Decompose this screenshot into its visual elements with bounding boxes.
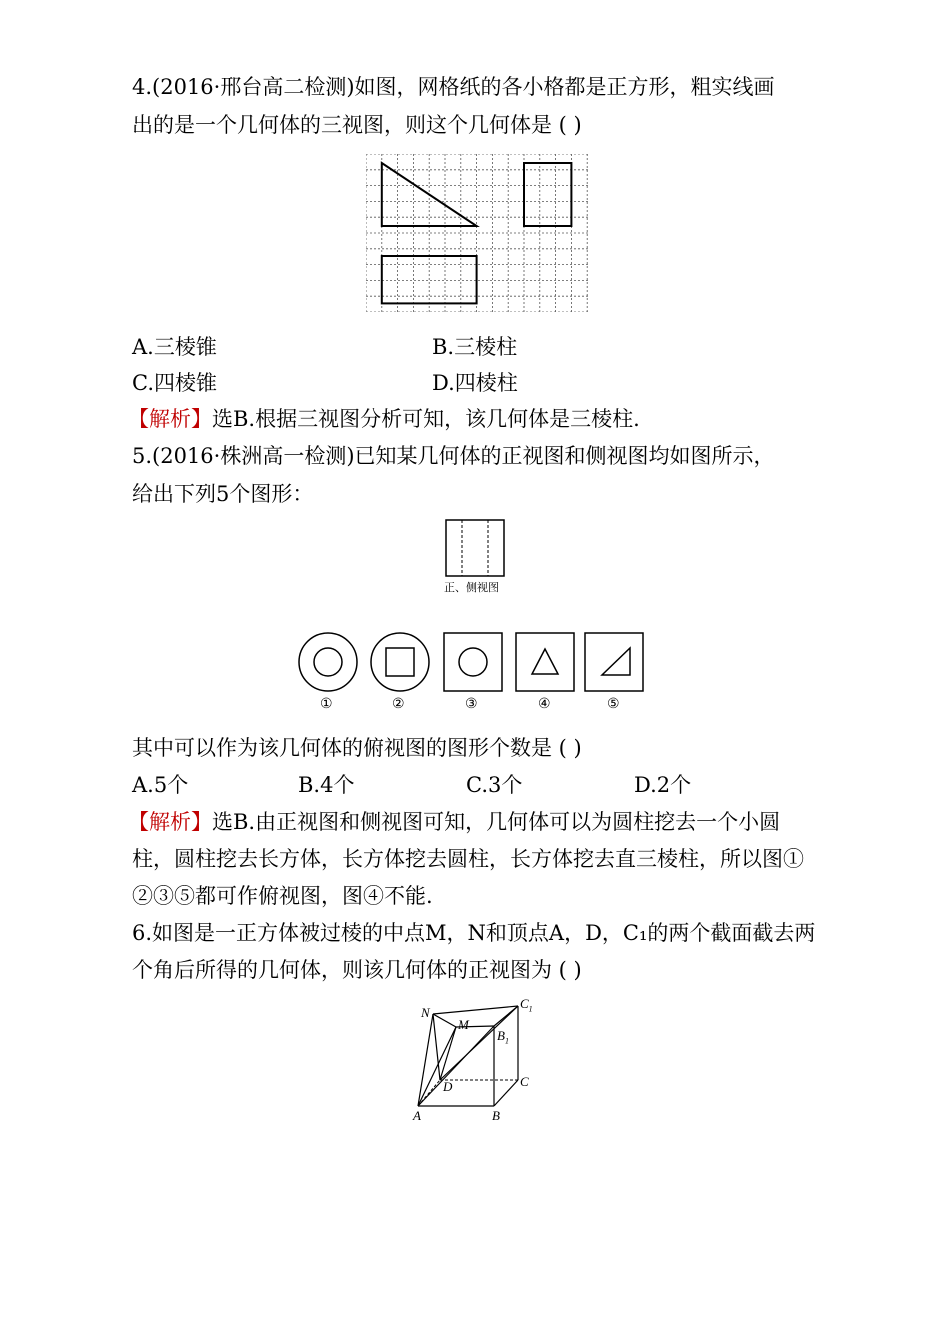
label-b1: $B_1$ — [497, 1028, 509, 1046]
q5-front-side-view-figure — [440, 518, 510, 578]
q5-option-d: D.2个 — [634, 773, 692, 797]
q5-analysis-line-3: ②③⑤都可作俯视图，图④不能. — [132, 884, 433, 908]
q4-option-d: D.四棱柱 — [432, 371, 518, 395]
label-m: M — [458, 1017, 469, 1032]
analysis-tag: 【解析】 — [128, 407, 212, 431]
q4-option-c: C.四棱锥 — [132, 371, 217, 395]
label-c1: $C_1$ — [520, 996, 533, 1014]
side-view-square — [524, 163, 571, 226]
label-n: N — [421, 1005, 430, 1020]
analysis-text: 选B.根据三视图分析可知，该几何体是三棱柱. — [212, 407, 640, 431]
q5-view-caption: 正、侧视图 — [444, 581, 499, 594]
analysis-text: 选B.由正视图和侧视图可知，几何体可以为圆柱挖去一个小圆 — [212, 810, 781, 834]
q5-shape-label-5: ⑤ — [607, 696, 620, 712]
label-d: D — [443, 1079, 453, 1094]
shape-4-triangle-in-square — [516, 633, 574, 691]
q5-option-b: B.4个 — [298, 773, 355, 797]
q5-shape-label-4: ④ — [538, 696, 551, 712]
q4-three-view-grid-figure — [366, 154, 588, 312]
q4-line-2: 出的是一个几何体的三视图，则这个几何体是 ( ) — [132, 113, 582, 137]
q5-line-1: 5.(2016·株洲高一检测)已知某几何体的正视图和侧视图均如图所示， — [132, 444, 775, 468]
q5-option-c: C.3个 — [466, 773, 523, 797]
q6-line-2: 个角后所得的几何体，则该几何体的正视图为 ( ) — [132, 958, 582, 982]
q5-line-2: 给出下列5个图形： — [132, 482, 314, 506]
label-b: B — [492, 1108, 500, 1123]
q5-shape-label-1: ① — [320, 696, 333, 712]
shape-5-right-triangle-in-square — [585, 633, 643, 691]
analysis-tag: 【解析】 — [128, 810, 212, 834]
q4-analysis — [128, 404, 640, 434]
shape-1-circle-in-circle — [299, 633, 357, 691]
q6-line-1: 6.如图是一正方体被过棱的中点M，N和顶点A，D，C₁的两个截面截去两 — [132, 921, 816, 945]
q5-shape-label-3: ③ — [465, 696, 478, 712]
label-a: A — [413, 1108, 421, 1123]
q4-option-b: B.三棱柱 — [432, 335, 518, 359]
label-c: C — [520, 1074, 529, 1089]
q4-line-1: 4.(2016·邢台高二检测)如图，网格纸的各小格都是正方形，粗实线画 — [132, 75, 775, 99]
shape-2-square-in-circle — [371, 633, 429, 691]
shape-3-circle-in-square — [444, 633, 502, 691]
q5-shape-label-2: ② — [392, 696, 405, 712]
front-view-triangle — [382, 163, 477, 226]
q5-question: 其中可以作为该几何体的俯视图的图形个数是 ( ) — [132, 736, 582, 760]
q4-option-a: A.三棱锥 — [132, 335, 217, 359]
q5-analysis-line-2: 柱，圆柱挖去长方体，长方体挖去圆柱，长方体挖去直三棱柱，所以图① — [132, 847, 804, 871]
q5-option-a: A.5个 — [132, 773, 189, 797]
q5-candidate-shapes — [296, 630, 648, 694]
q5-analysis-line-1 — [128, 807, 780, 837]
